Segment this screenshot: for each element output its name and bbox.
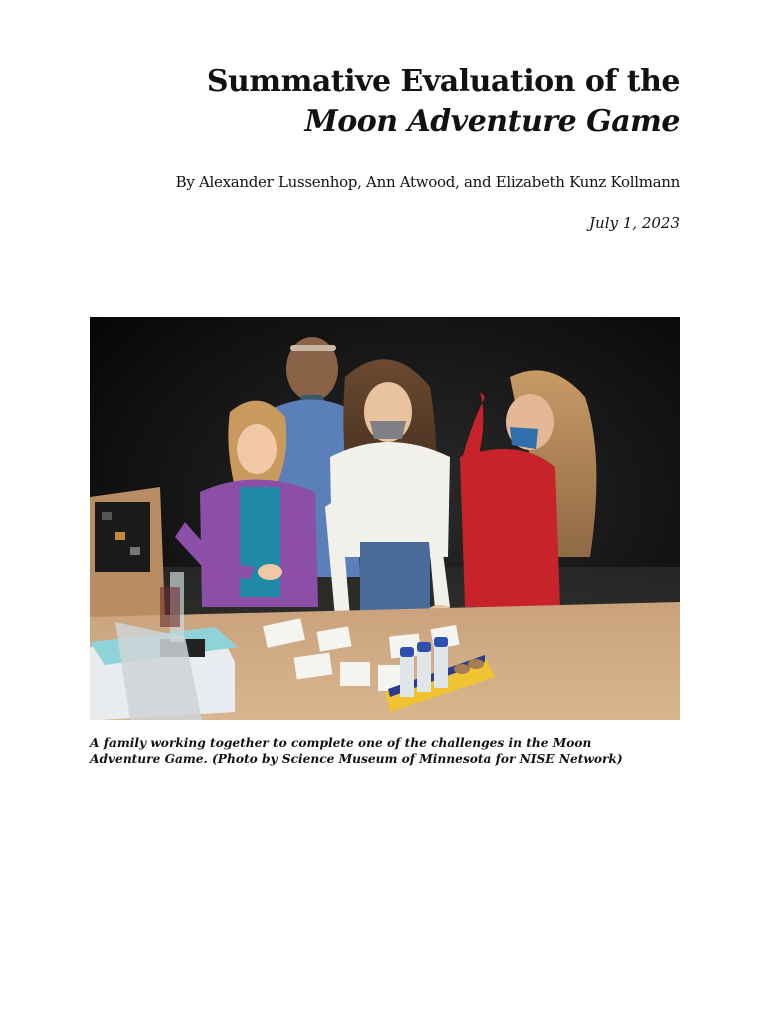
photo-caption: A family working together to complete one of the challenges in the Moon Adventure Game. (Photo by Science Museum of Minnesota for NISE Network) (90, 736, 623, 766)
title-line-2: Moon Adventure Game (304, 104, 680, 139)
title-line-1: Summative Evaluation of the (206, 64, 680, 99)
byline: By Alexander Lussenhop, Ann Atwood, and Elizabeth Kunz Kollmann (175, 173, 680, 191)
publication-date: July 1, 2023 (589, 214, 680, 232)
title-block (207, 62, 680, 142)
family-photo (90, 317, 680, 720)
